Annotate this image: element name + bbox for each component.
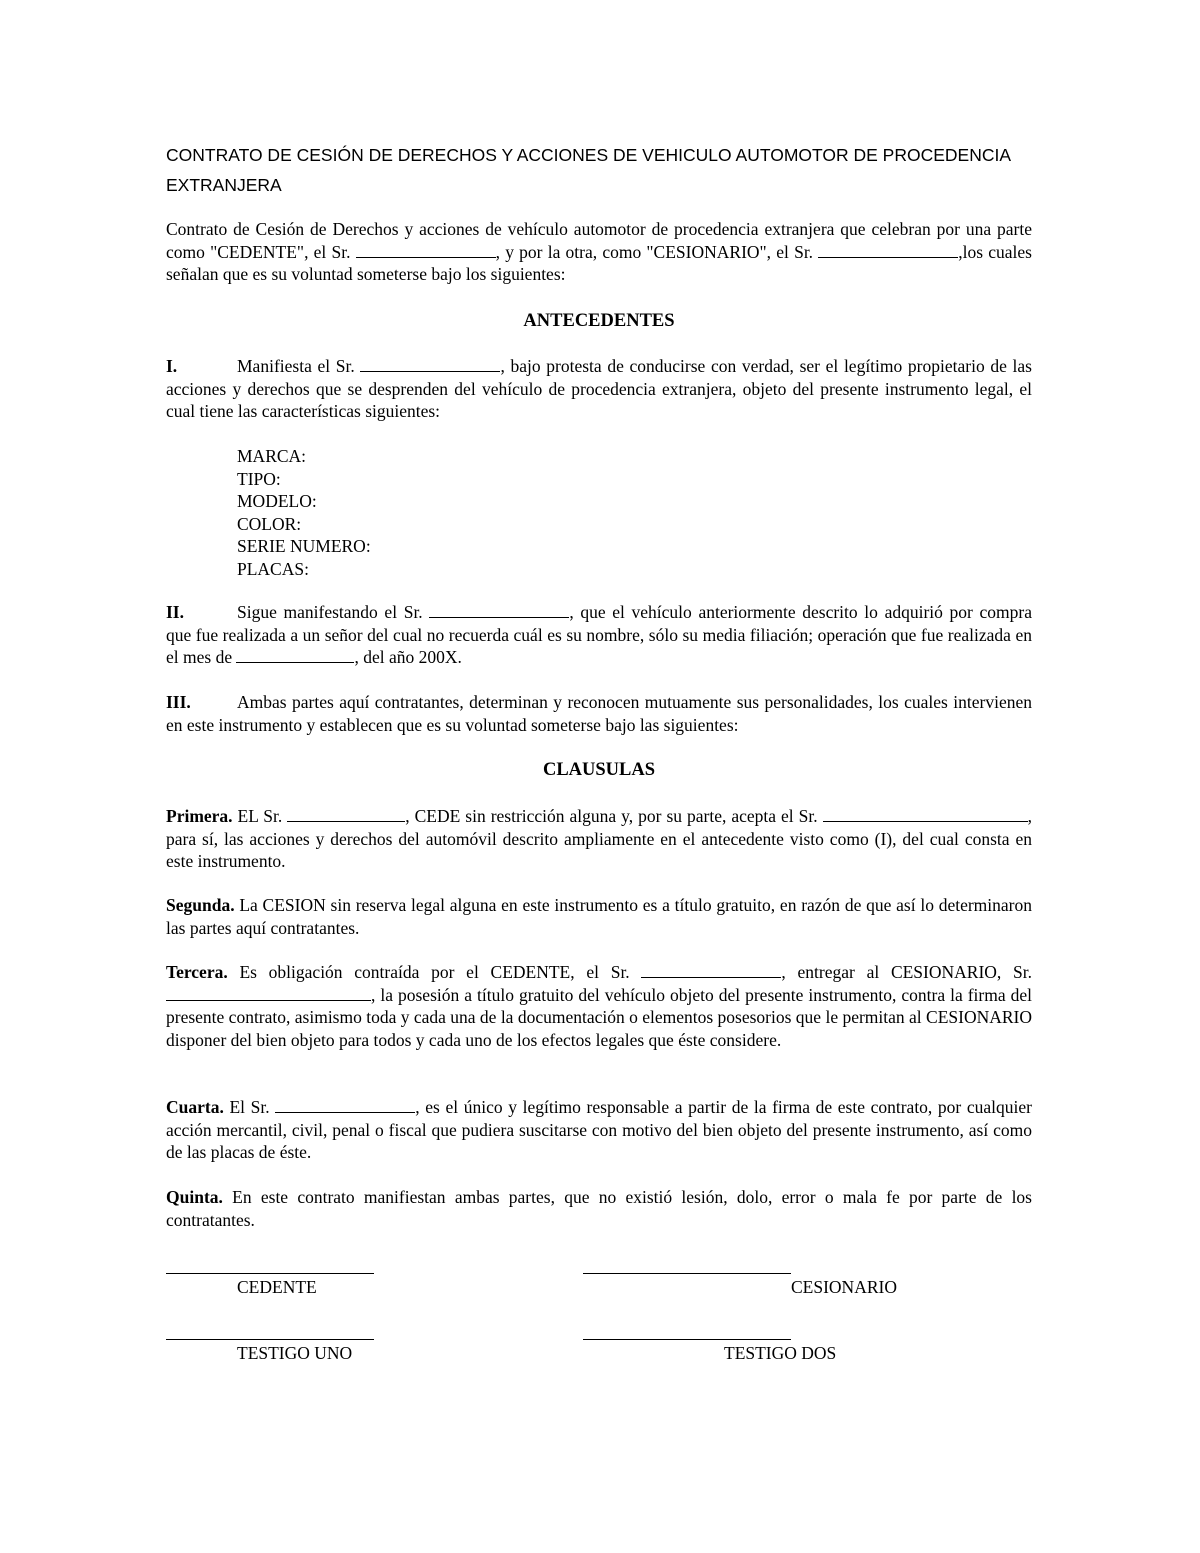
- clausula-cuarta-text-1: El Sr.: [223, 1097, 276, 1117]
- clausula-tercera-text-1: Es obligación contraída por el CEDENTE, el Sr.: [227, 962, 642, 982]
- clausula-cuarta-text-2: , es el único y legítimo responsable a partir de la firma de este contrato, por cualquier acción mercantil, civil, penal o fiscal que pudiera suscitarse con motivo del bien objeto del presente instrumento, así como de las placas de éste.: [166, 1097, 1032, 1163]
- cesionario-label: CESIONARIO: [791, 1277, 897, 1297]
- cede-name-blank: [287, 806, 405, 822]
- vehicle-specs-list: [237, 445, 371, 581]
- antecedente-1-text-1: Manifiesta el Sr.: [237, 356, 361, 376]
- seller-name-blank: [429, 602, 569, 618]
- spec-marca: MARCA:: [237, 446, 307, 466]
- spec-color: COLOR:: [237, 513, 302, 534]
- antecedente-3: [166, 691, 1032, 736]
- clausula-segunda-text: La CESION sin reserva legal alguna en este instrumento es a título gratuito, en razón de que así lo determinaron las partes aquí contratantes.: [166, 895, 1032, 938]
- clausula-primera-text-1: EL Sr.: [232, 806, 288, 826]
- clausula-quinta-label: Quinta.: [166, 1187, 223, 1207]
- clausula-segunda: [166, 894, 1032, 939]
- spec-placas: PLACAS:: [237, 558, 309, 579]
- antecedente-1-text-2: , bajo protesta de conducirse con verdad, ser el legítimo propietario de las acciones y derechos que se desprenden del vehículo de procedencia extranjera, objeto del presente instrumento legal, el cual tiene las características siguientes:: [166, 356, 1032, 422]
- antecedente-3-number: III.: [166, 692, 191, 712]
- acepta-name-blank: [823, 806, 1028, 822]
- document-title: CONTRATO DE CESIÓN DE DERECHOS Y ACCIONES DE VEHICULO AUTOMOTOR DE PROCEDENCIA EXTRANJERA: [166, 145, 1011, 195]
- cesionario-signature-line: [583, 1273, 791, 1274]
- intro-paragraph: [166, 218, 1032, 286]
- clausula-tercera-text-3: , la posesión a título gratuito del vehículo objeto del presente instrumento, contra la firma del presente contrato, asimismo toda y cada una de la documentación o elementos posesorios que le permitan al CESIONARIO disponer del bien objeto para todos y cada uno de los efectos legales que éste considere.: [166, 984, 1033, 1050]
- owner-name-blank: [360, 356, 500, 372]
- clausula-quinta-text: En este contrato manifiestan ambas partes, que no existió lesión, dolo, error o mala fe por parte de los contratantes.: [166, 1187, 1032, 1230]
- antecedente-1: [166, 355, 1032, 423]
- testigo-uno-signature-line: [166, 1339, 374, 1340]
- cedente-signature-line: [166, 1273, 374, 1274]
- clausula-tercera-text-2: , entregar al CESIONARIO, Sr.: [781, 962, 1032, 982]
- clausula-quinta: [166, 1186, 1032, 1231]
- cedente-label: CEDENTE: [237, 1277, 317, 1297]
- clausula-primera-text-3: , para sí, las acciones y derechos del automóvil descrito ampliamente en el antecedente visto como (I), del cual consta en este instrumento.: [166, 806, 1032, 872]
- antecedente-2-text-3: , del año 200X.: [354, 647, 462, 668]
- clausula-tercera-label: Tercera.: [166, 962, 228, 982]
- spec-serie: SERIE NUMERO:: [237, 536, 371, 557]
- intro-text-2: , y por la otra, como "CESIONARIO", el Sr.: [495, 241, 819, 262]
- clausula-cuarta: [166, 1096, 1032, 1164]
- intro-text-3: ,los cuales señalan que es su voluntad someterse bajo los siguientes:: [166, 241, 1032, 285]
- clausula-primera-text-2: , CEDE sin restricción alguna y, por su parte, acepta el Sr.: [405, 806, 823, 826]
- antecedente-2-text-2: , que el vehículo anteriormente descrito lo adquirió por compra que fue realizada a un señor del cual no recuerda cuál es su nombre, sólo su media filiación; operación que fue realizada en el mes de: [166, 602, 1032, 668]
- clausula-primera-label: Primera.: [166, 806, 233, 826]
- clausula-segunda-label: Segunda.: [166, 895, 235, 915]
- antecedente-2-number: II.: [166, 602, 184, 622]
- intro-text-1: Contrato de Cesión de Derechos y acciones de vehículo automotor de procedencia extranjera que celebran por una parte como "CEDENTE", el Sr.: [166, 219, 1032, 262]
- testigo-dos-label: TESTIGO DOS: [724, 1343, 837, 1363]
- antecedente-2-text-1: Sigue manifestando el Sr.: [237, 602, 430, 622]
- clausula-tercera: [166, 961, 1032, 1051]
- tercera-cedente-blank: [641, 962, 781, 978]
- cedente-name-blank: [356, 242, 496, 258]
- antecedente-2: [166, 601, 1032, 669]
- clausula-cuarta-label: Cuarta.: [166, 1097, 224, 1117]
- clausula-primera: [166, 805, 1032, 873]
- tercera-cesionario-blank: [166, 985, 371, 1001]
- month-blank: [236, 647, 354, 663]
- cesionario-name-blank: [818, 242, 958, 258]
- antecedente-3-text: Ambas partes aquí contratantes, determinan y reconocen mutuamente sus personalidades, los cuales intervienen en este instrumento y establecen que es su voluntad someterse bajo las siguientes:: [166, 692, 1032, 735]
- testigo-dos-signature-line: [583, 1339, 791, 1340]
- antecedente-1-number: I.: [166, 356, 178, 376]
- clausulas-heading: CLAUSULAS: [542, 760, 656, 780]
- spec-modelo: MODELO:: [237, 491, 317, 512]
- antecedentes-heading: ANTECEDENTES: [523, 311, 675, 331]
- testigo-uno-label: TESTIGO UNO: [237, 1343, 353, 1363]
- cuarta-name-blank: [275, 1097, 415, 1113]
- spec-tipo: TIPO:: [237, 468, 281, 489]
